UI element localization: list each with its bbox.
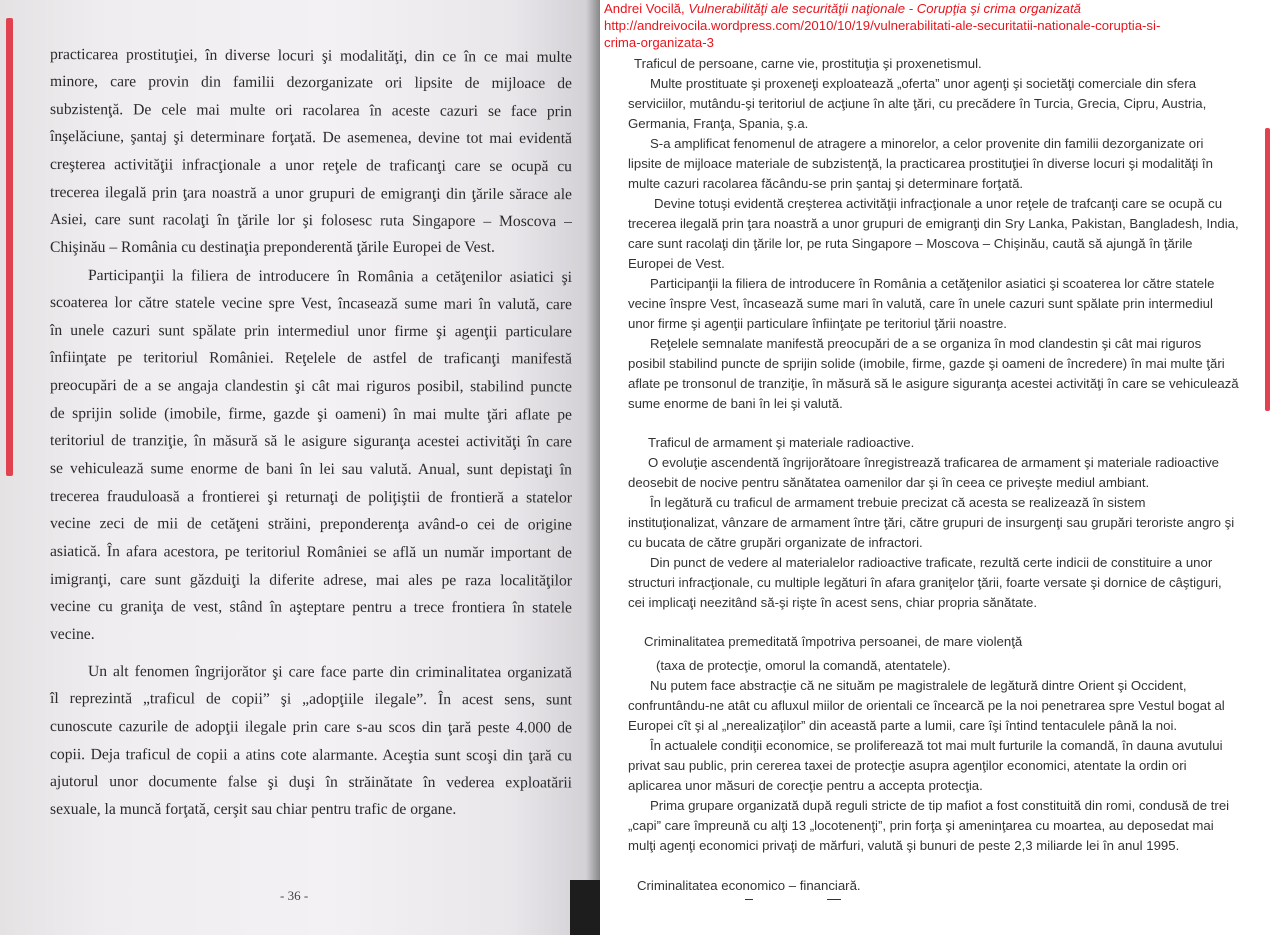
article-line: Reţelele semnalate manifestă preocupări de a se organiza în mod clandestin şi cât mai riguros xyxy=(650,336,1202,351)
book-line: trecerea ilegală prin ţara noastră a unor grupuri de emigranţi din ţările sărace ale xyxy=(49,184,573,204)
article-line: În actualele condiţii economice, se proliferează tot mai mult furturile la comandă, în dauna avutului xyxy=(650,738,1223,753)
article-line: sume enorme de bani în lei şi valută. xyxy=(628,396,843,411)
article-line: Participanţii la filiera de introducere în România a cetăţenilor asiatici şi scoaterea lor către statele xyxy=(650,276,1215,291)
article-line: Din punct de vedere al materialelor radioactive traficate, rezultă certe indicii de constituire a unor xyxy=(650,555,1213,570)
text-fragment-dash xyxy=(745,899,753,900)
book-line: vecine. xyxy=(50,626,95,643)
article-line: posibil stabilind puncte de sprijin solide (imobile, firme, gazde şi oameni de încredere) în mai multe ţări xyxy=(628,356,1225,371)
article-line: „capi” care împreună cu alţi 13 „locotenenţi”, prin forţa şi ameninţarea cu moartea, au deposedat mai xyxy=(628,818,1214,833)
article-line: structuri infracţionale, cu multiple legături în afara graniţelor ţării, foarte versate şi dornice de câştiguri, xyxy=(628,575,1222,590)
article-line: Criminalitatea premeditată împotriva persoanei, de mare violenţă xyxy=(644,634,1023,649)
page-shadow xyxy=(586,0,600,935)
book-line: îl reprezintă „traficul de copii” şi „adopţiile ilegale”. În acest sens, sunt xyxy=(49,690,573,709)
book-line: copii. Deja traficul de copii a atins cote alarmante. Aceştia sunt scoşi din ţară cu xyxy=(49,746,573,765)
article-line: lipsite de mijloace materiale de subzistenţă, la practicarea prostituţiei în diverse locuri şi modalităţi în xyxy=(628,156,1213,171)
book-line: Participanţii la filiera de introducere în România a cetăţenilor asiatici şi xyxy=(87,267,573,287)
article-line: deosebit de nocive pentru sănătatea oamenilor dar şi în ceea ce priveşte mediul ambiant. xyxy=(628,475,1150,490)
source-title: Vulnerabilităţi ale securităţii naţionale - Corupţia şi crima organizată xyxy=(688,1,1081,16)
article-line: care sunt racolaţi din ţările lor, pe ruta Singapore – Moscova – Chişinău, caută să ajungă în ţările xyxy=(628,236,1193,251)
book-line: vecine zeci de mii de cetăţeni străini, preponderenţa având-o cei de origine xyxy=(49,515,573,534)
book-line: de sprijin solide (imobile, firme, gazde şi oameni) în mai multe ţări aflate pe xyxy=(49,405,573,424)
highlight-marker-right xyxy=(1265,128,1270,411)
book-line: practicarea prostituţiei, în diverse locuri şi modalităţi, din ce în ce mai multe xyxy=(49,46,573,66)
article-line: O evoluţie ascendentă îngrijorătoare înregistrează traficarea de armament şi materiale radioactive xyxy=(648,455,1220,470)
source-header xyxy=(604,0,1274,17)
article-line: Nu putem face abstracţie că ne situăm pe magistralele de legătură dintre Orient şi Occident, xyxy=(650,678,1187,693)
article-line: aflate pe tronsonul de tranziţie, în măsură să le asigure siguranţa acestei activităţi în care se vehiculează xyxy=(628,376,1239,391)
book-line: scoaterea lor către statele vecine spre Vest, încasează sume mari în valută, care xyxy=(49,294,573,314)
book-line: înfiinţate pe teritoriul României. Reţelele de astfel de traficanţi manifestă xyxy=(49,349,573,368)
article-line: Traficul de persoane, carne vie, prostituţia şi proxenetismul. xyxy=(634,56,982,71)
text-fragment-dash xyxy=(827,899,841,900)
book-line: asiatică. În afara acestora, pe teritoriul României se află un număr important de xyxy=(49,543,573,562)
source-url-line-1[interactable]: http://andreivocila.wordpress.com/2010/10/19/vulnerabilitati-ale-securitatii-nationale-coruptia-si- xyxy=(604,18,1161,33)
book-line: minore, care provin din familii dezorganizate ori lipsite de mijloace de xyxy=(49,73,573,93)
source-url-line-2[interactable]: crima-organizata-3 xyxy=(604,35,714,50)
book-line: preocupări de a se angaja clandestin şi cât mai riguros posibil, stabilind puncte xyxy=(49,377,573,396)
book-line: se vehiculează sume enorme de bani în lei sau valută. Anual, sunt depistaţi în xyxy=(49,460,573,479)
article-line: confruntându-ne atât cu afluxul miilor de orientali ce încearcă pe la noi penetrarea spre Vestul bogat al xyxy=(628,698,1225,713)
article-line: vecine înspre Vest, încasează sume mari în valută, care în unele cazuri sunt spălate prin intermediul xyxy=(628,296,1213,311)
book-line: trecerea frauduloasă a frontierei şi returnaţi de poliţiştii de frontieră a statelor xyxy=(49,488,573,507)
article-line: mulţi agenţi economici privaţi de mărfuri, valută şi bunuri de peste 2,3 miliarde lei în anul 1995. xyxy=(628,838,1180,853)
book-line: teritoriul de tranziţie, în măsură să le asigure siguranţa acestei activităţi în care xyxy=(49,432,573,451)
page-edge xyxy=(570,880,600,935)
article-line: (taxa de protecţie, omorul la comandă, atentatele). xyxy=(656,658,951,673)
web-article xyxy=(600,0,1275,935)
article-line: trecerea ilegală prin ţara noastră a unor grupuri de emigranţi din Sry Lanka, Pakistan, Bangladesh, India, xyxy=(628,216,1239,231)
article-line: Germania, Franţa, Spania, ş.a. xyxy=(628,116,809,131)
source-author: Andrei Vocilă, xyxy=(604,1,689,16)
article-line: cei implicaţi neezitând să-şi rişte în acest sens, chiar propria sănătate. xyxy=(628,595,1038,610)
book-line: vecine cu graniţa de vest, stând în aşteptare pentru a trece frontiera în statele xyxy=(49,598,573,617)
article-line: aplicarea unor măsuri de corecţie pentru a accepta protecţia. xyxy=(628,778,983,793)
book-page-photo xyxy=(0,0,600,935)
article-line: Europei cît şi al „nerealizaţilor” din această parte a lumii, care îşi întind tentaculele până la noi. xyxy=(628,718,1178,733)
book-line: sexuale, la muncă forţată, cerşit sau chiar pentru trafic de organe. xyxy=(50,801,457,818)
book-line: în unele cazuri sunt spălate prin intermediul unor firme şi agenţii particulare xyxy=(49,322,573,341)
article-line: multe cazuri racolarea făcându-se prin şantaj şi determinare forţată. xyxy=(628,176,1024,191)
book-line: imigranţi, care sunt găzduiţi la diferite adrese, mai ales pe raza localităţilor xyxy=(49,571,573,590)
book-line: Un alt fenomen îngrijorător şi care face parte din criminalitatea organizată xyxy=(87,663,573,682)
article-line: unor firme şi agenţii particulare înfiinţate pe teritoriul ţării noastre. xyxy=(628,316,1007,331)
article-line: serviciilor, mutându-şi teritoriul de acţiune în alte ţări, cu precădere în Turcia, Grecia, Cipru, Austria, xyxy=(628,96,1207,111)
article-line: Criminalitatea economico – financiară. xyxy=(637,878,861,893)
page-number: - 36 - xyxy=(280,888,309,903)
book-line: înşelăciune, şantaj şi determinare forţată. De asemenea, devine tot mai evidentă xyxy=(49,128,573,148)
article-line: În legătură cu traficul de armament trebuie precizat că acesta se realizează în sistem xyxy=(650,495,1146,510)
article-line: Multe prostituate şi proxeneţi exploatează „oferta” unor agenţi şi societăţi comerciale din sfera xyxy=(650,76,1197,91)
highlight-marker-left xyxy=(6,18,13,476)
article-line: privat sau public, prin cererea taxei de protecţie asupra agenţilor economici, atentate la ordin ori xyxy=(628,758,1187,773)
book-line: cunoscute cazurile de adopţii ilegale prin care s-au scos din ţară peste 4.000 de xyxy=(49,718,573,737)
book-line: subzistenţă. De cele mai multe ori racolarea în aceste cazuri se face prin xyxy=(49,101,573,121)
article-line: Devine totuşi evidentă creşterea activităţii infracţionale a unor reţele de trafcanţi care se ocupă cu xyxy=(654,196,1223,211)
article-line: Traficul de armament şi materiale radioactive. xyxy=(648,435,915,450)
book-line: creşterea activităţii infracţionale a unor reţele de traficanţi care se ocupă cu xyxy=(49,156,573,176)
article-line: Europei de Vest. xyxy=(628,256,725,271)
article-line: S-a amplificat fenomenul de atragere a minorelor, a celor provenite din familii dezorganizate ori xyxy=(650,136,1204,151)
book-line: Asiei, care sunt racolaţi în ţările lor şi folosesc ruta Singapore – Moscova – xyxy=(49,211,573,231)
article-line: instituţionalizat, vânzare de armament între ţări, către grupuri de insurgenţi sau grupări teroriste angro şi xyxy=(628,515,1235,530)
article-line: Prima grupare organizată după reguli stricte de tip mafiot a fost constituită din romi, condusă de trei xyxy=(650,798,1230,813)
book-line: Chişinău – România cu destinaţia preponderentă ţările Europei de Vest. xyxy=(50,239,495,256)
article-line: cu bucata de către grupări organizate de infractori. xyxy=(628,535,923,550)
book-line: ajutorul unor documente false şi duşi în străinătate în vederea exploatării xyxy=(49,773,573,792)
